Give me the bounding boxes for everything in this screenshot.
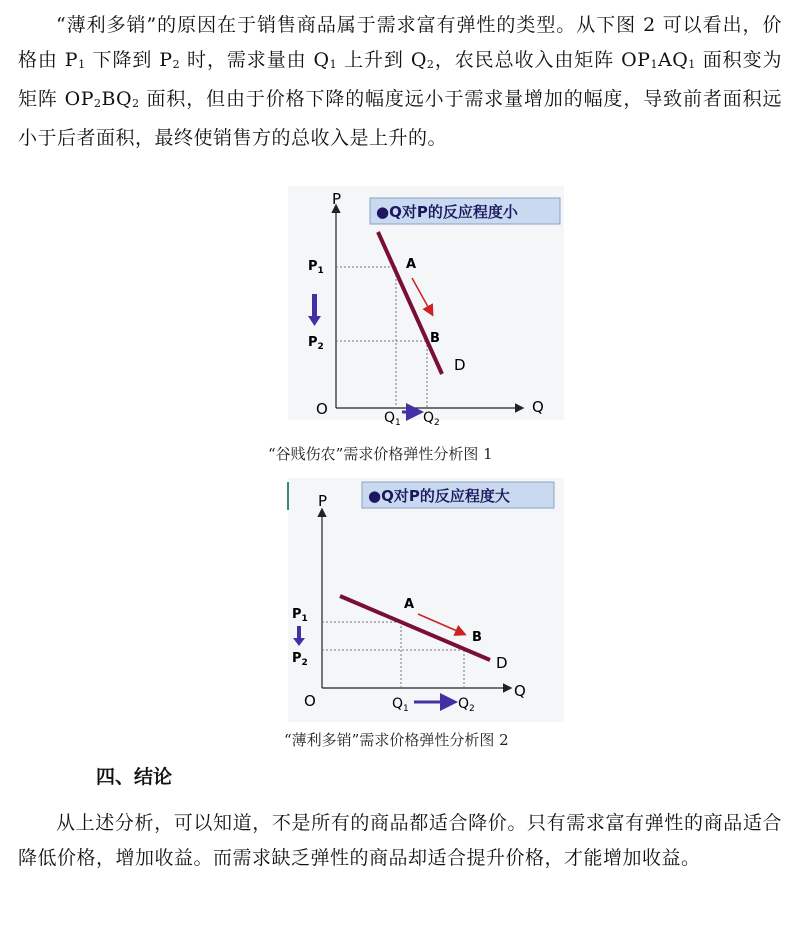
conclusion-paragraph: 从上述分析，可以知道，不是所有的商品都适合降价。只有需求富有弹性的商品适合降低价格，增加收益。而需求缺乏弹性的商品却适合提升价格，才能增加收益。 xyxy=(18,812,782,869)
point-a-label: A xyxy=(404,597,415,612)
p2-label: $P_2$ xyxy=(292,651,308,668)
demand-curve-label: D xyxy=(496,654,508,672)
point-a-label: A xyxy=(406,257,417,272)
legend-text: ●Q对P的反应程度小 xyxy=(376,203,518,221)
intro-paragraph: “薄利多销”的原因在于销售商品属于需求富有弹性的类型。从下图 2 可以看出，价格由 $P_1$ 下降到 $P_2$ 时，需求量由 $Q_1$ 上升到 $Q_2$，农民总收入由矩阵 $OP_1AQ_1$ 面积变为矩阵 $OP_2BQ_2$ 面积，但由于价格下降的幅度远小于需求量增加的幅度，导致前者面积远小于后者面积，最终使销售方的总收入是上升的。 xyxy=(18,14,783,149)
point-b-label: B xyxy=(430,331,440,346)
p1-label: $P_1$ xyxy=(308,259,324,276)
price-drop-arrow-shaft xyxy=(312,294,317,318)
q2-label: $Q_2$ xyxy=(423,410,440,428)
figure-2-elastic-demand xyxy=(288,478,564,726)
section-heading: 四、结论 xyxy=(96,766,173,788)
q1-label: $Q_1$ xyxy=(392,696,409,714)
p2-label: $P_2$ xyxy=(308,335,324,352)
p-axis-label: P xyxy=(318,492,328,510)
figure-1-inelastic-demand xyxy=(288,186,564,428)
p-axis-label: P xyxy=(332,190,342,208)
figure-1-caption: “谷贱伤农”需求价格弹性分析图 1 xyxy=(268,445,493,463)
figure-2-caption: “薄利多销”需求价格弹性分析图 2 xyxy=(284,731,509,749)
q1-label: $Q_1$ xyxy=(384,410,401,428)
point-b-label: B xyxy=(472,630,482,645)
q2-label: $Q_2$ xyxy=(458,696,475,714)
demand-curve-label: D xyxy=(454,356,466,374)
legend-text: ●Q对P的反应程度大 xyxy=(368,487,510,505)
q-axis-label: Q xyxy=(532,398,544,416)
q-axis-label: Q xyxy=(514,682,526,700)
origin-label: O xyxy=(316,400,328,418)
p1-label: $P_1$ xyxy=(292,607,308,624)
origin-label: O xyxy=(304,692,316,710)
price-drop-arrow-shaft xyxy=(297,626,301,640)
